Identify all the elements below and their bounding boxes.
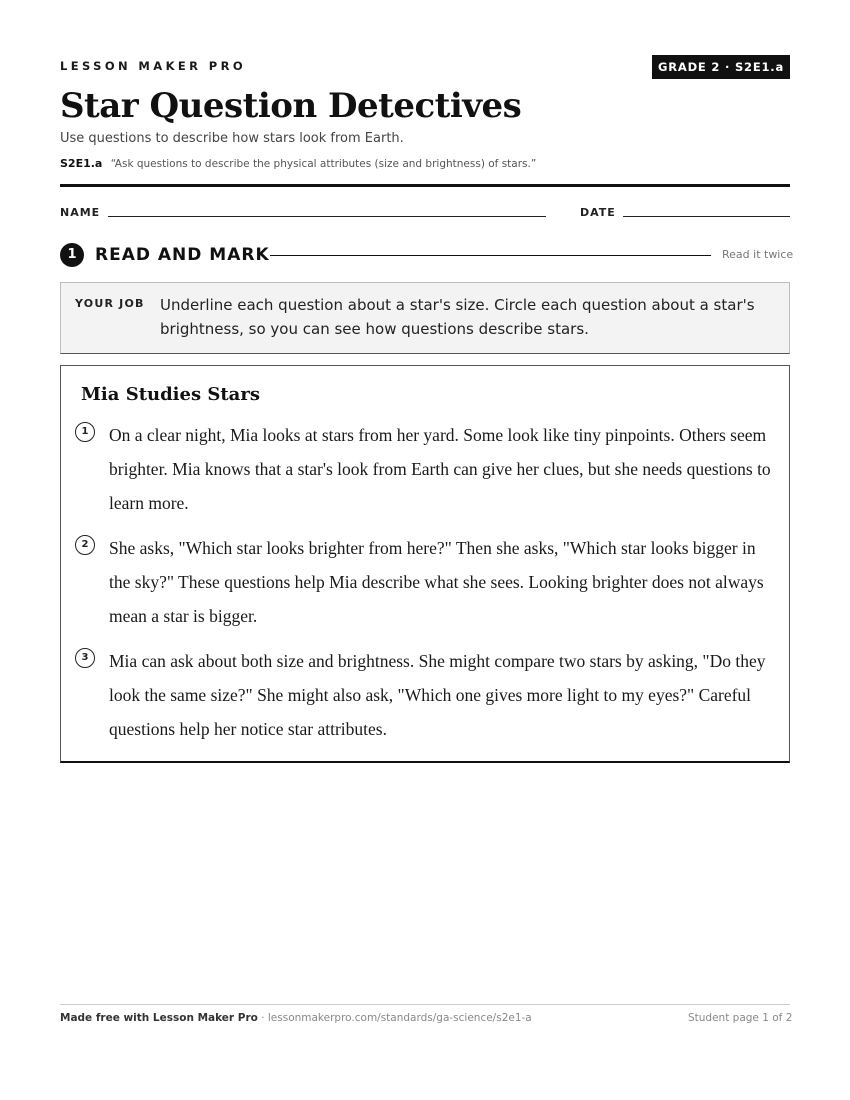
section-note: Read it twice: [722, 248, 794, 261]
job-text: Underline each question about a star's size. Circle each question about a star's brightness, so you can see how questions describe stars.: [160, 296, 755, 338]
footer-url[interactable]: lessonmakerpro.com/standards/ga-science/s2e1-a: [267, 1012, 532, 1024]
job-label: YOUR JOB: [75, 297, 145, 310]
footer-credit: [60, 1012, 532, 1024]
footer-separator: ·: [257, 1012, 268, 1024]
story-title: Mia Studies Stars: [81, 384, 260, 405]
paragraph-number-icon: 1: [75, 422, 95, 442]
paragraph-text: On a clear night, Mia looks at stars from her yard. Some look like tiny pinpoints. Others seem brighter. Mia knows that a star's look from Earth can give her clues, but she needs questions to learn more.: [109, 425, 771, 513]
footer-made-with: Made free with Lesson Maker Pro: [60, 1012, 258, 1024]
footer-divider: [60, 1004, 790, 1005]
standard-code: S2E1.a: [60, 157, 103, 170]
job-instructions-box: [60, 282, 790, 354]
paragraph-text: She asks, "Which star looks brighter from here?" Then she asks, "Which star looks bigger in the sky?" These questions help Mia describe what she sees. Looking brighter does not always mean a star is bigger.: [109, 538, 764, 626]
paragraph-number-icon: 3: [75, 648, 95, 668]
section-divider: [270, 255, 711, 256]
name-field[interactable]: [108, 216, 546, 217]
date-label: DATE: [580, 206, 616, 219]
footer-page-number: Student page 1 of 2: [688, 1012, 793, 1024]
header-divider: [60, 184, 790, 187]
section-number-badge: 1: [60, 243, 84, 267]
grade-standard-badge: GRADE 2 · S2E1.a: [652, 55, 790, 79]
paragraph-text: Mia can ask about both size and brightness. She might compare two stars by asking, "Do they look the same size?" She might also ask, "Which one gives more light to my eyes?" Careful questions help her notice star attributes.: [109, 651, 766, 739]
standard-text: “Ask questions to describe the physical attributes (size and brightness) of stars.”: [110, 158, 537, 170]
standard-line: [60, 157, 536, 170]
brand-name: LESSON MAKER PRO: [60, 59, 247, 73]
section-title: READ AND MARK: [95, 245, 270, 265]
story-passage-box: [60, 365, 790, 763]
worksheet-title: Star Question Detectives: [60, 86, 522, 126]
paragraph-number-icon: 2: [75, 535, 95, 555]
date-field[interactable]: [623, 216, 790, 217]
worksheet-subtitle: Use questions to describe how stars look from Earth.: [60, 131, 404, 146]
name-label: NAME: [60, 206, 101, 219]
